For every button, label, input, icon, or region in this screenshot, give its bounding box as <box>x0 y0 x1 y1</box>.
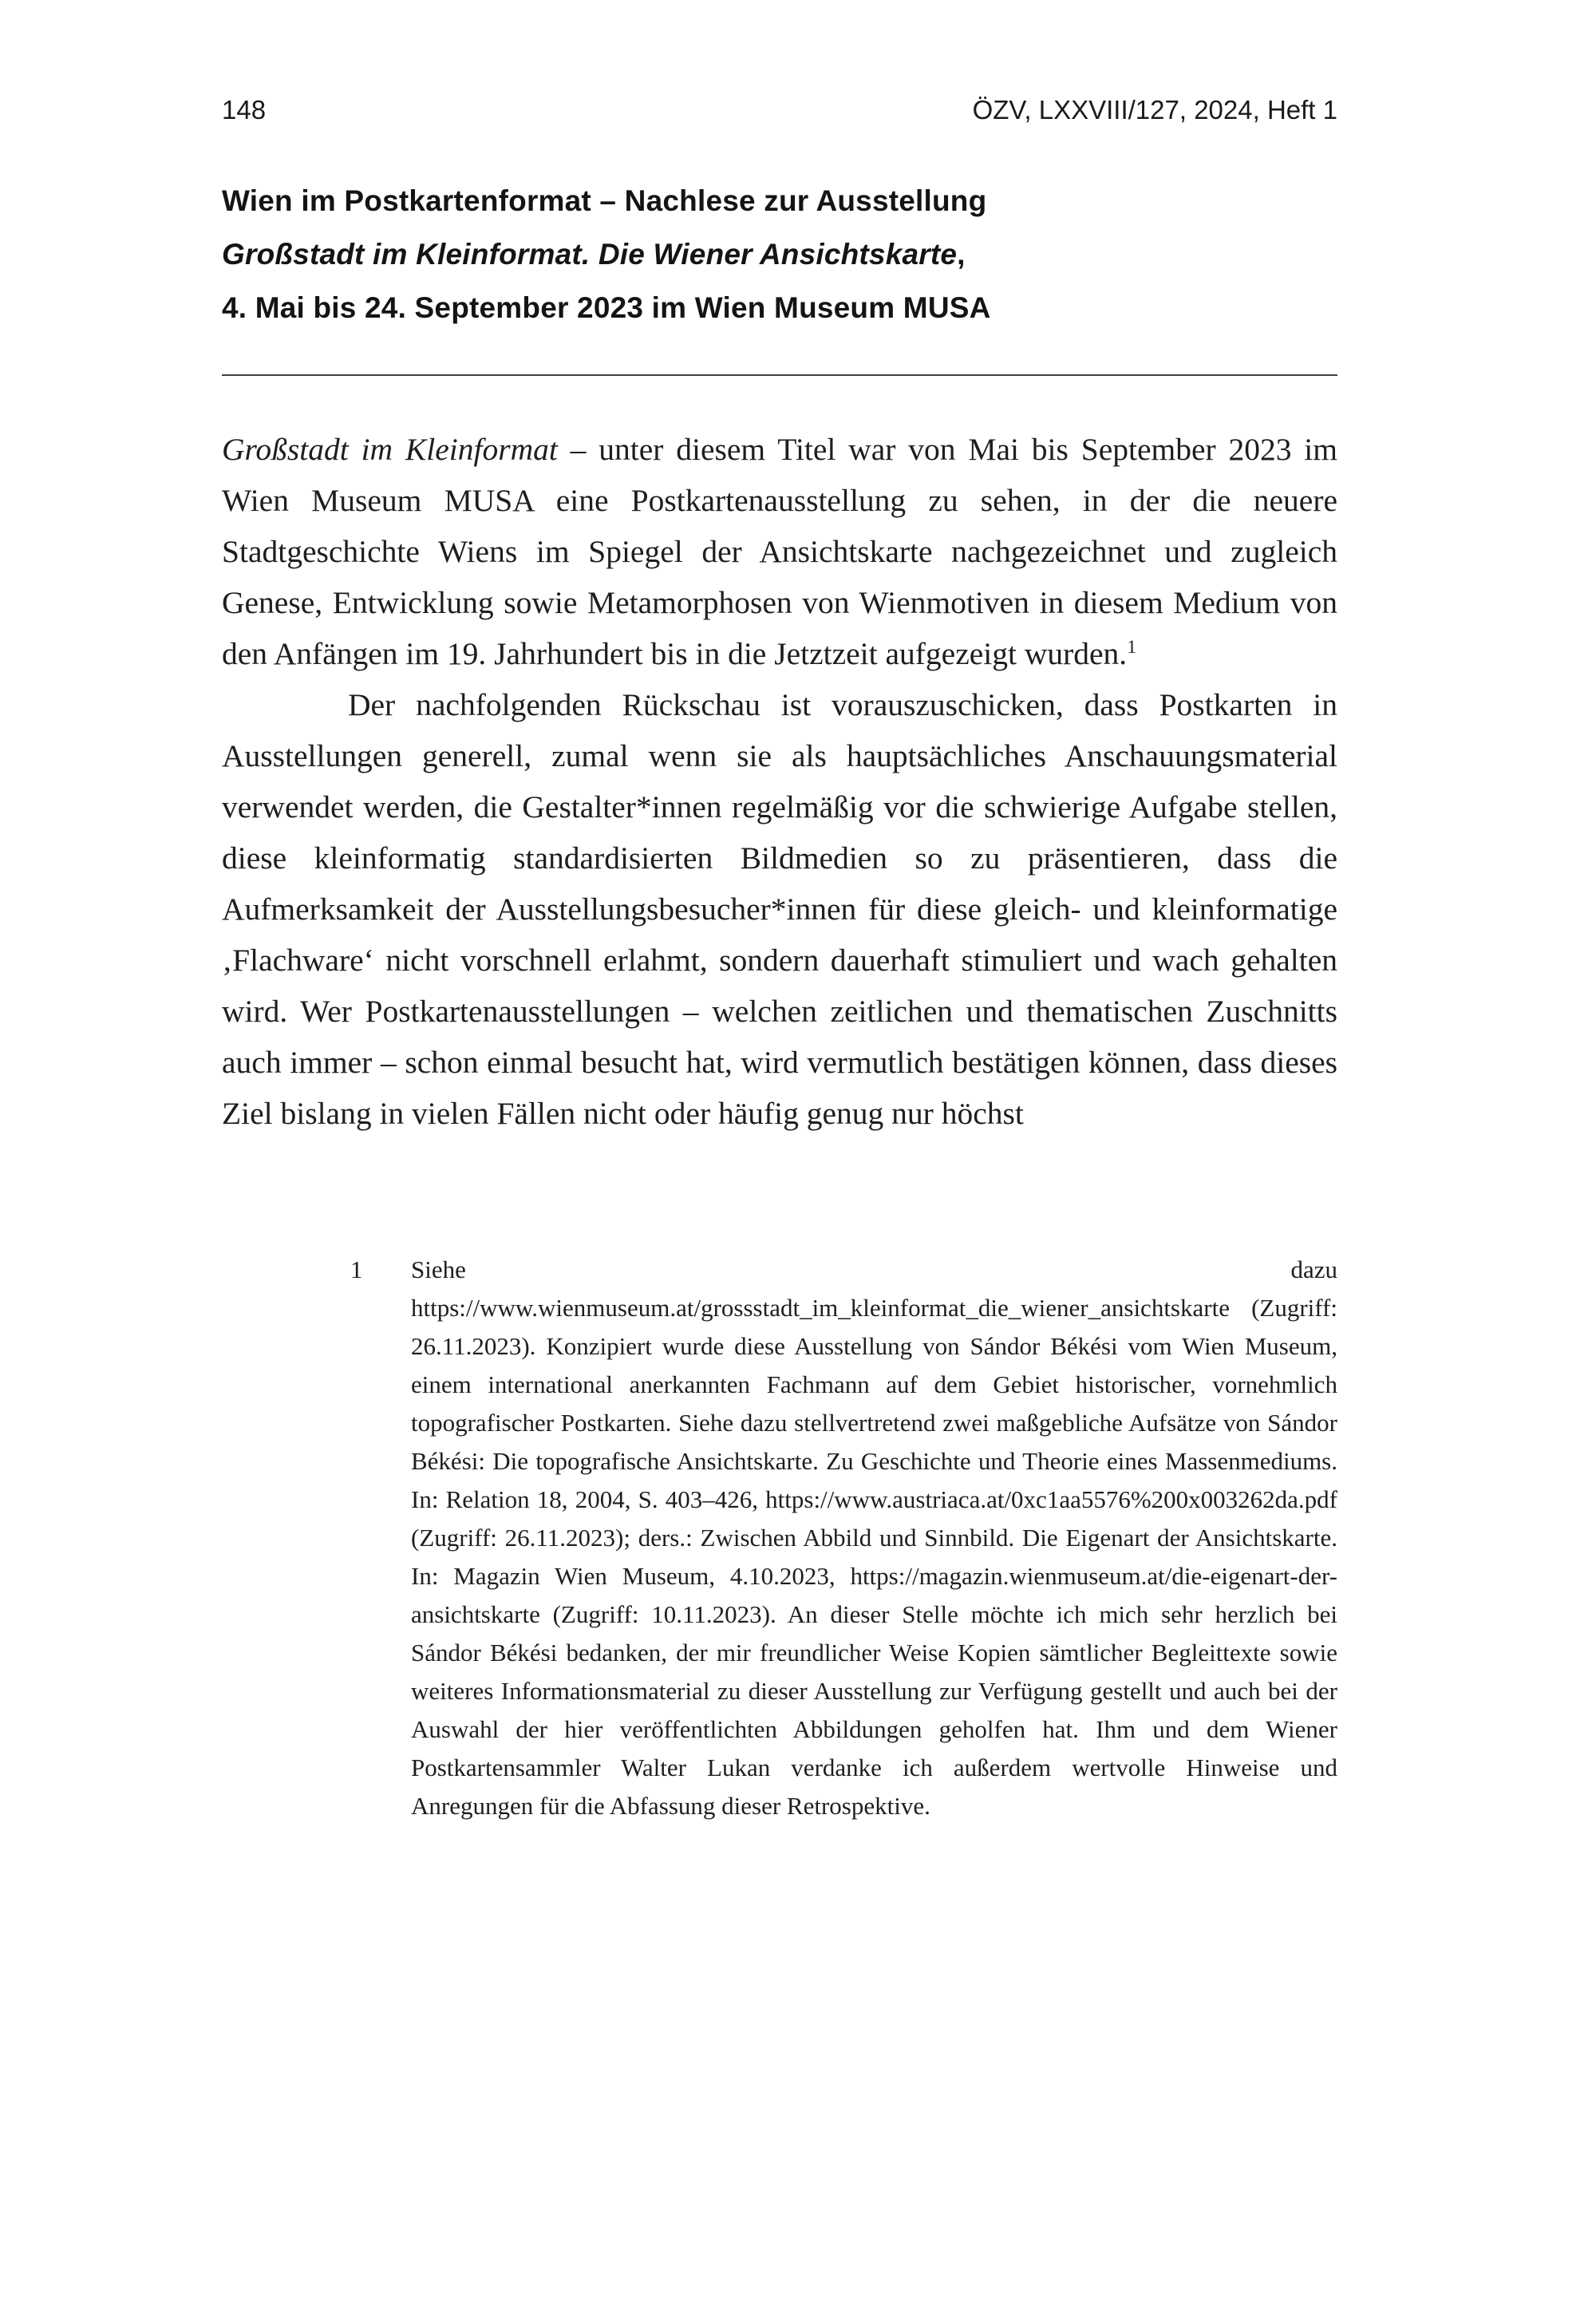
footnote-1 <box>350 1251 1337 1825</box>
article-title <box>222 174 1337 334</box>
article-title-line-3: 4. Mai bis 24. September 2023 im Wien Museum MUSA <box>222 291 991 324</box>
footnotes-section <box>222 1251 1337 1825</box>
article-title-line-2-tail: , <box>957 237 966 271</box>
body-paragraph-2: Der nachfolgenden Rückschau ist vorauszuschicken, dass Postkarten in Ausstellungen generell, zumal wenn sie als hauptsächliches Anschauungsmaterial verwendet werden, die Gestalter*innen regelmäßig vor die schwierige Aufgabe stellen, diese kleinformatig standardisierten Bildmedien so zu präsentieren, dass die Aufmerksamkeit der Ausstellungsbesucher*innen für diese gleich- und kleinformatige ‚Flachware‘ nicht vorschnell erlahmt, sondern dauerhaft stimuliert und wach gehalten wird. Wer Postkartenausstellungen – welchen zeitlichen und thematischen Zuschnitts auch immer – schon einmal besucht hat, wird vermutlich bestätigen können, dass dieses Ziel bislang in vielen Fällen nicht oder häufig genug nur höchst <box>222 686 1337 1131</box>
article-title-line-1: Wien im Postkartenformat – Nachlese zur Ausstellung <box>222 184 987 217</box>
article-title-italic: Großstadt im Kleinformat. Die Wiener Ansichtskarte <box>222 237 958 271</box>
running-head <box>222 94 1337 126</box>
page-number: 148 <box>222 95 267 125</box>
article-title-line-2 <box>222 227 1337 281</box>
journal-citation: ÖZV, LXXVIII/127, 2024, Heft 1 <box>972 95 1337 125</box>
body-paragraph-1: Großstadt im Kleinformat – unter diesem Titel war von Mai bis September 2023 im Wien Museum MUSA eine Postkartenausstellung zu sehen, in der die neuere Stadtgeschichte Wiens im Spiegel der Ansichtskarte nachgezeichnet und zugleich Genese, Entwicklung sowie Metamorphosen von Wienmotiven in diesem Medium von den Anfängen im 19. Jahrhundert bis in die Jetztzeit aufgezeigt wurden.$^1$ <box>222 431 1337 671</box>
article-body <box>222 424 1337 1139</box>
footnote-reference: 1 <box>1127 636 1137 658</box>
footnote-number: 1 <box>350 1255 363 1283</box>
footnote-text: Siehe dazu https://www.wienmuseum.at/grossstadt_im_kleinformat_die_wiener_ansichtskarte (Zugriff: 26.11.2023). Konzipiert wurde diese Ausstellung von Sándor Békési vom Wien Museum, einem international anerkannten Fachmann auf dem Gebiet historischer, vornehmlich topografischer Postkarten. Siehe dazu stellvertretend zwei maßgebliche Aufsätze von Sándor Békési: Die topografische Ansichtskarte. Zu Geschichte und Theorie eines Massenmediums. In: Relation 18, 2004, S. 403–426, https://www.austriaca.at/0xc1aa5576%200x003262da.pdf (Zugriff: 26.11.2023); ders.: Zwischen Abbild und Sinnbild. Die Eigenart der Ansichtskarte. In: Magazin Wien Museum, 4.10.2023, https://magazin.wienmuseum.at/die-eigenart-der-ansichtskarte (Zugriff: 10.11.2023). An dieser Stelle möchte ich mich sehr herzlich bei Sándor Békési bedanken, der mir freundlicher Weise Kopien sämtlicher Begleittexte sowie weiteres Informationsmaterial zu dieser Ausstellung zur Verfügung gestellt und auch bei der Auswahl der hier veröffentlichten Abbildungen geholfen hat. Ihm und dem Wiener Postkartensammler Walter Lukan verdanke ich außerdem wertvolle Hinweise und Anregungen für die Abfassung dieser Retrospektive. <box>411 1255 1337 1820</box>
title-divider-rule <box>222 374 1337 376</box>
